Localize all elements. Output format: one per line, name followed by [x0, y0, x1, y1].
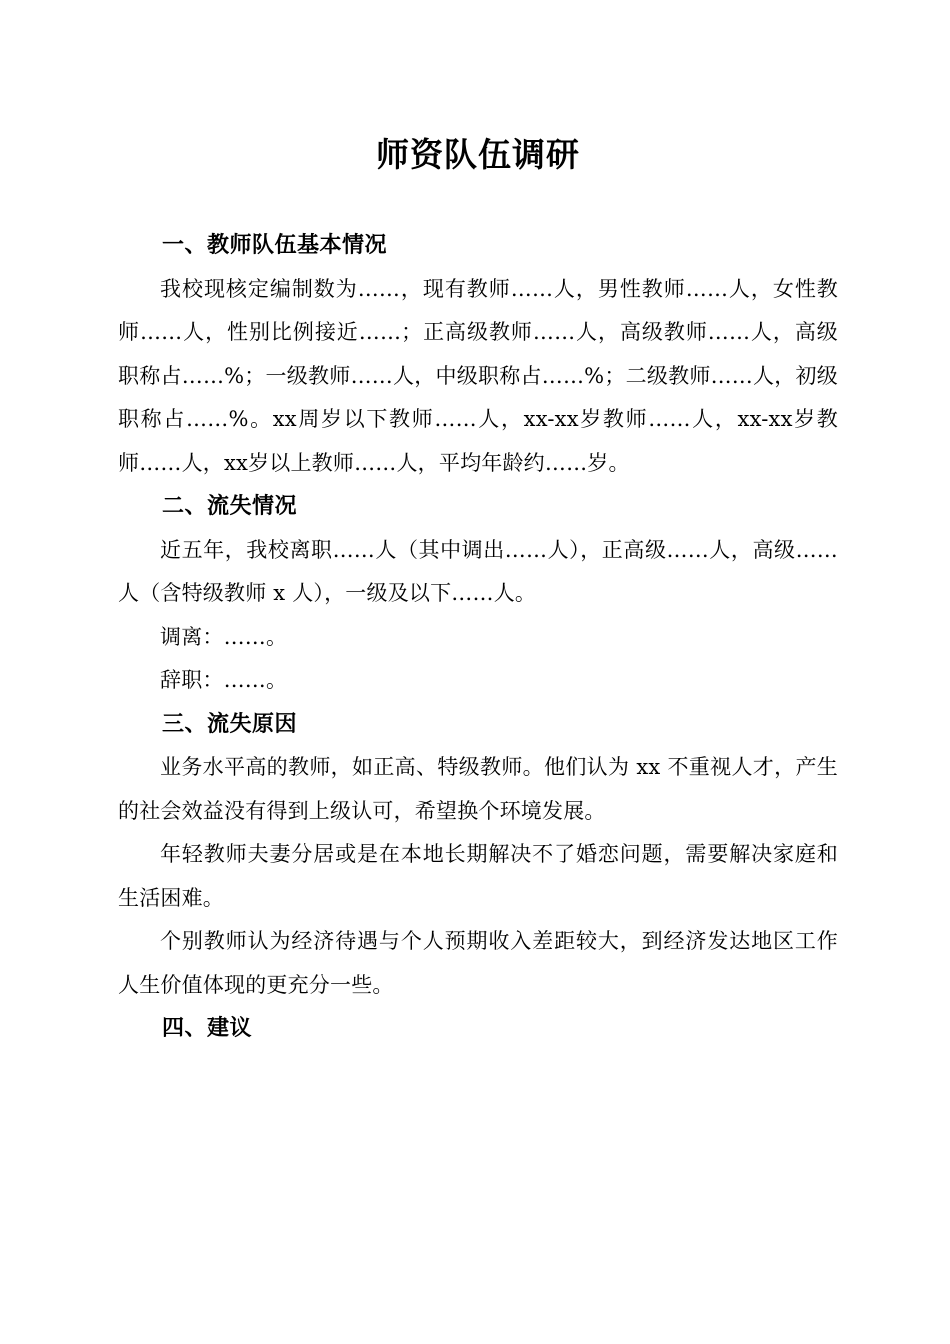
section-1-paragraph-1: 我校现核定编制数为……，现有教师……人，男性教师……人，女性教师……人，性别比例接近……；正高级教师……人，高级教师……人，高级职称占……%；一级教师……人，中级职称占……%；二级教师……人，初级职称占……%。xx周岁以下教师……人，xx-xx岁教师……人，xx-xx岁教师……人，xx岁以上教师……人，平均年龄约……岁。	[118, 276, 838, 475]
section-heading-3: 三、流失原因	[162, 711, 298, 737]
section-2-paragraph-1: 近五年，我校离职……人（其中调出……人），正高级……人，高级……人（含特级教师 x 人），一级及以下……人。	[118, 537, 838, 605]
document-content-flow	[118, 224, 838, 1051]
section-2-paragraph-3: 辞职：……。	[160, 668, 288, 692]
section-heading-1: 一、教师队伍基本情况	[162, 233, 388, 258]
section-heading-4: 四、建议	[162, 1016, 253, 1041]
section-3-paragraph-1: 业务水平高的教师，如正高、特级教师。他们认为 xx 不重视人才，产生的社会效益没有得到上级认可，希望换个环境发展。	[118, 755, 838, 823]
page-title: 师资队伍调研	[376, 135, 580, 174]
section-2-paragraph-2: 调离：……。	[160, 624, 288, 649]
section-3-paragraph-2: 年轻教师夫妻分居或是在本地长期解决不了婚恋问题，需要解决家庭和生活困难。	[118, 842, 838, 910]
section-3-paragraph-3: 个别教师认为经济待遇与个人预期收入差距较大，到经济发达地区工作人生价值体现的更充分一些。	[118, 929, 838, 997]
section-heading-2: 二、流失情况	[162, 494, 298, 519]
